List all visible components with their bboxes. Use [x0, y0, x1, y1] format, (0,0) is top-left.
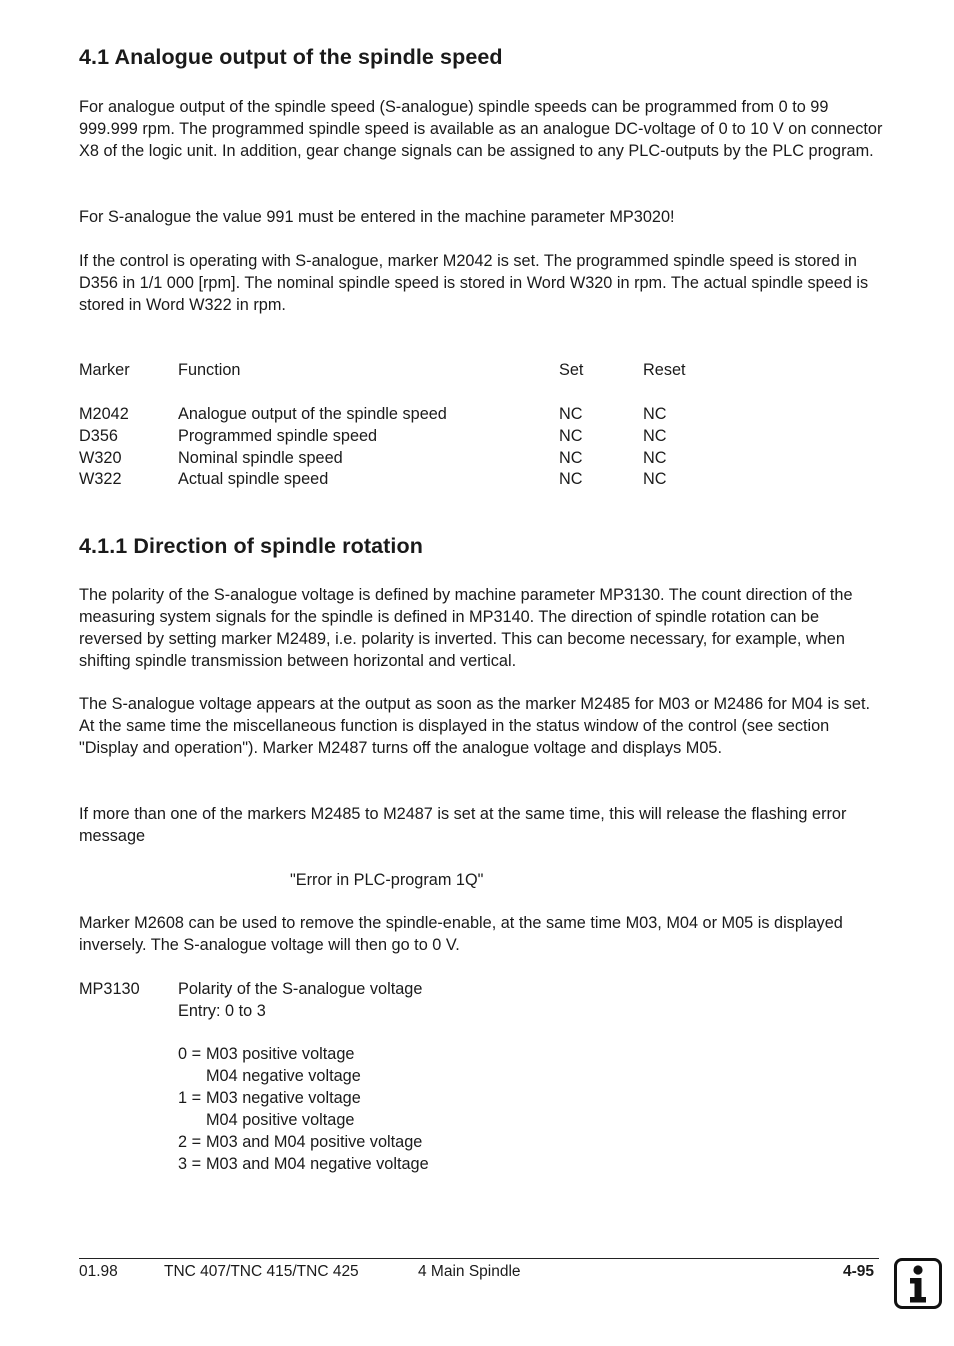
- table-cell: Actual spindle speed: [178, 470, 329, 488]
- page-number: 4-95: [843, 1263, 875, 1280]
- footer-rule: [79, 1258, 879, 1259]
- subsection-title: 4.1.1 Direction of spindle rotation: [79, 534, 423, 558]
- section-paragraph: [79, 206, 885, 228]
- table-cell: M2042: [79, 405, 129, 423]
- section-paragraph: [79, 584, 885, 672]
- option-key: 3 =: [178, 1155, 202, 1173]
- table-header-marker: Marker: [79, 361, 130, 379]
- table-cell: NC: [643, 405, 667, 423]
- option-key: 0 =: [178, 1045, 202, 1063]
- footer-chapter: 4 Main Spindle: [418, 1263, 521, 1280]
- table-cell: NC: [559, 405, 583, 423]
- parameter-description: Polarity of the S-analogue voltage: [178, 980, 423, 998]
- option-key: 1 =: [178, 1089, 202, 1107]
- paragraph: If more than one of the markers M2485 to M2487 is set at the same time, this will release the flashing error message: [79, 805, 847, 845]
- option-key: 2 =: [178, 1133, 202, 1151]
- section-paragraph: [79, 803, 885, 847]
- paragraph: For analogue output of the spindle speed (S-analogue) spindle speeds can be programmed from 0 to 99 999.999 rpm. The programmed spindle speed is available as an analogue DC-voltage of 0 to 10 V on connector X8 of the logic unit. In addition, gear change signals can be assigned to any PLC-outputs by the PLC program.: [79, 98, 883, 160]
- table-header-reset: Reset: [643, 361, 686, 379]
- error-message: "Error in PLC-program 1Q": [290, 871, 484, 889]
- table-cell: NC: [559, 470, 583, 488]
- option-line: M03 and M04 positive voltage: [206, 1133, 423, 1151]
- section-paragraph: [79, 693, 885, 759]
- option-line: M03 and M04 negative voltage: [206, 1155, 429, 1173]
- paragraph: The S-analogue voltage appears at the output as soon as the marker M2485 for M03 or M2486 for M04 is set. At the same time the miscellaneous function is displayed in the status window of the control (see section "Display and operation"). Marker M2487 turns off the analogue voltage and displays M05.: [79, 695, 870, 757]
- section-paragraph: [79, 250, 885, 316]
- table-header-set: Set: [559, 361, 584, 379]
- table-cell: NC: [643, 427, 667, 445]
- footer-date: 01.98: [79, 1263, 118, 1280]
- paragraph: For S-analogue the value 991 must be entered in the machine parameter MP3020!: [79, 208, 675, 226]
- table-cell: D356: [79, 427, 118, 445]
- table-cell: NC: [559, 427, 583, 445]
- table-cell: W322: [79, 470, 122, 488]
- option-line: M03 positive voltage: [206, 1045, 355, 1063]
- paragraph: Marker M2608 can be used to remove the spindle-enable, at the same time M03, M04 or M05 is displayed inversely. The S-analogue voltage will then go to 0 V.: [79, 914, 843, 954]
- option-line: M04 positive voltage: [206, 1111, 355, 1129]
- section-paragraph: [79, 96, 885, 162]
- section-title: 4.1 Analogue output of the spindle speed: [79, 45, 503, 69]
- table-header-function: Function: [178, 361, 241, 379]
- table-cell: NC: [643, 470, 667, 488]
- info-glyph: [897, 1261, 939, 1306]
- parameter-entry: Entry: 0 to 3: [178, 1002, 266, 1020]
- table-cell: Nominal spindle speed: [178, 449, 343, 467]
- table-cell: W320: [79, 449, 122, 467]
- footer-product: TNC 407/TNC 415/TNC 425: [164, 1263, 359, 1280]
- table-cell: Analogue output of the spindle speed: [178, 405, 447, 423]
- paragraph: If the control is operating with S-analogue, marker M2042 is set. The programmed spindle speed is stored in D356 in 1/1 000 [rpm]. The nominal spindle speed is stored in Word W320 in rpm. The actual spindle speed is stored in Word W322 in rpm.: [79, 252, 869, 314]
- paragraph: The polarity of the S-analogue voltage is defined by machine parameter MP3130. The count direction of the measuring system signals for the spindle is defined in MP3140. The direction of spindle rotation can be reversed by setting marker M2489, i.e. polarity is inverted. This can become necessary, for example, when shifting spindle transmission between horizontal and vertical.: [79, 586, 853, 670]
- section-paragraph: [79, 912, 885, 956]
- parameter-name: MP3130: [79, 980, 140, 998]
- table-cell: NC: [643, 449, 667, 467]
- table-cell: Programmed spindle speed: [178, 427, 378, 445]
- table-cell: NC: [559, 449, 583, 467]
- option-line: M04 negative voltage: [206, 1067, 361, 1085]
- info-icon: [894, 1258, 942, 1309]
- option-line: M03 negative voltage: [206, 1089, 361, 1107]
